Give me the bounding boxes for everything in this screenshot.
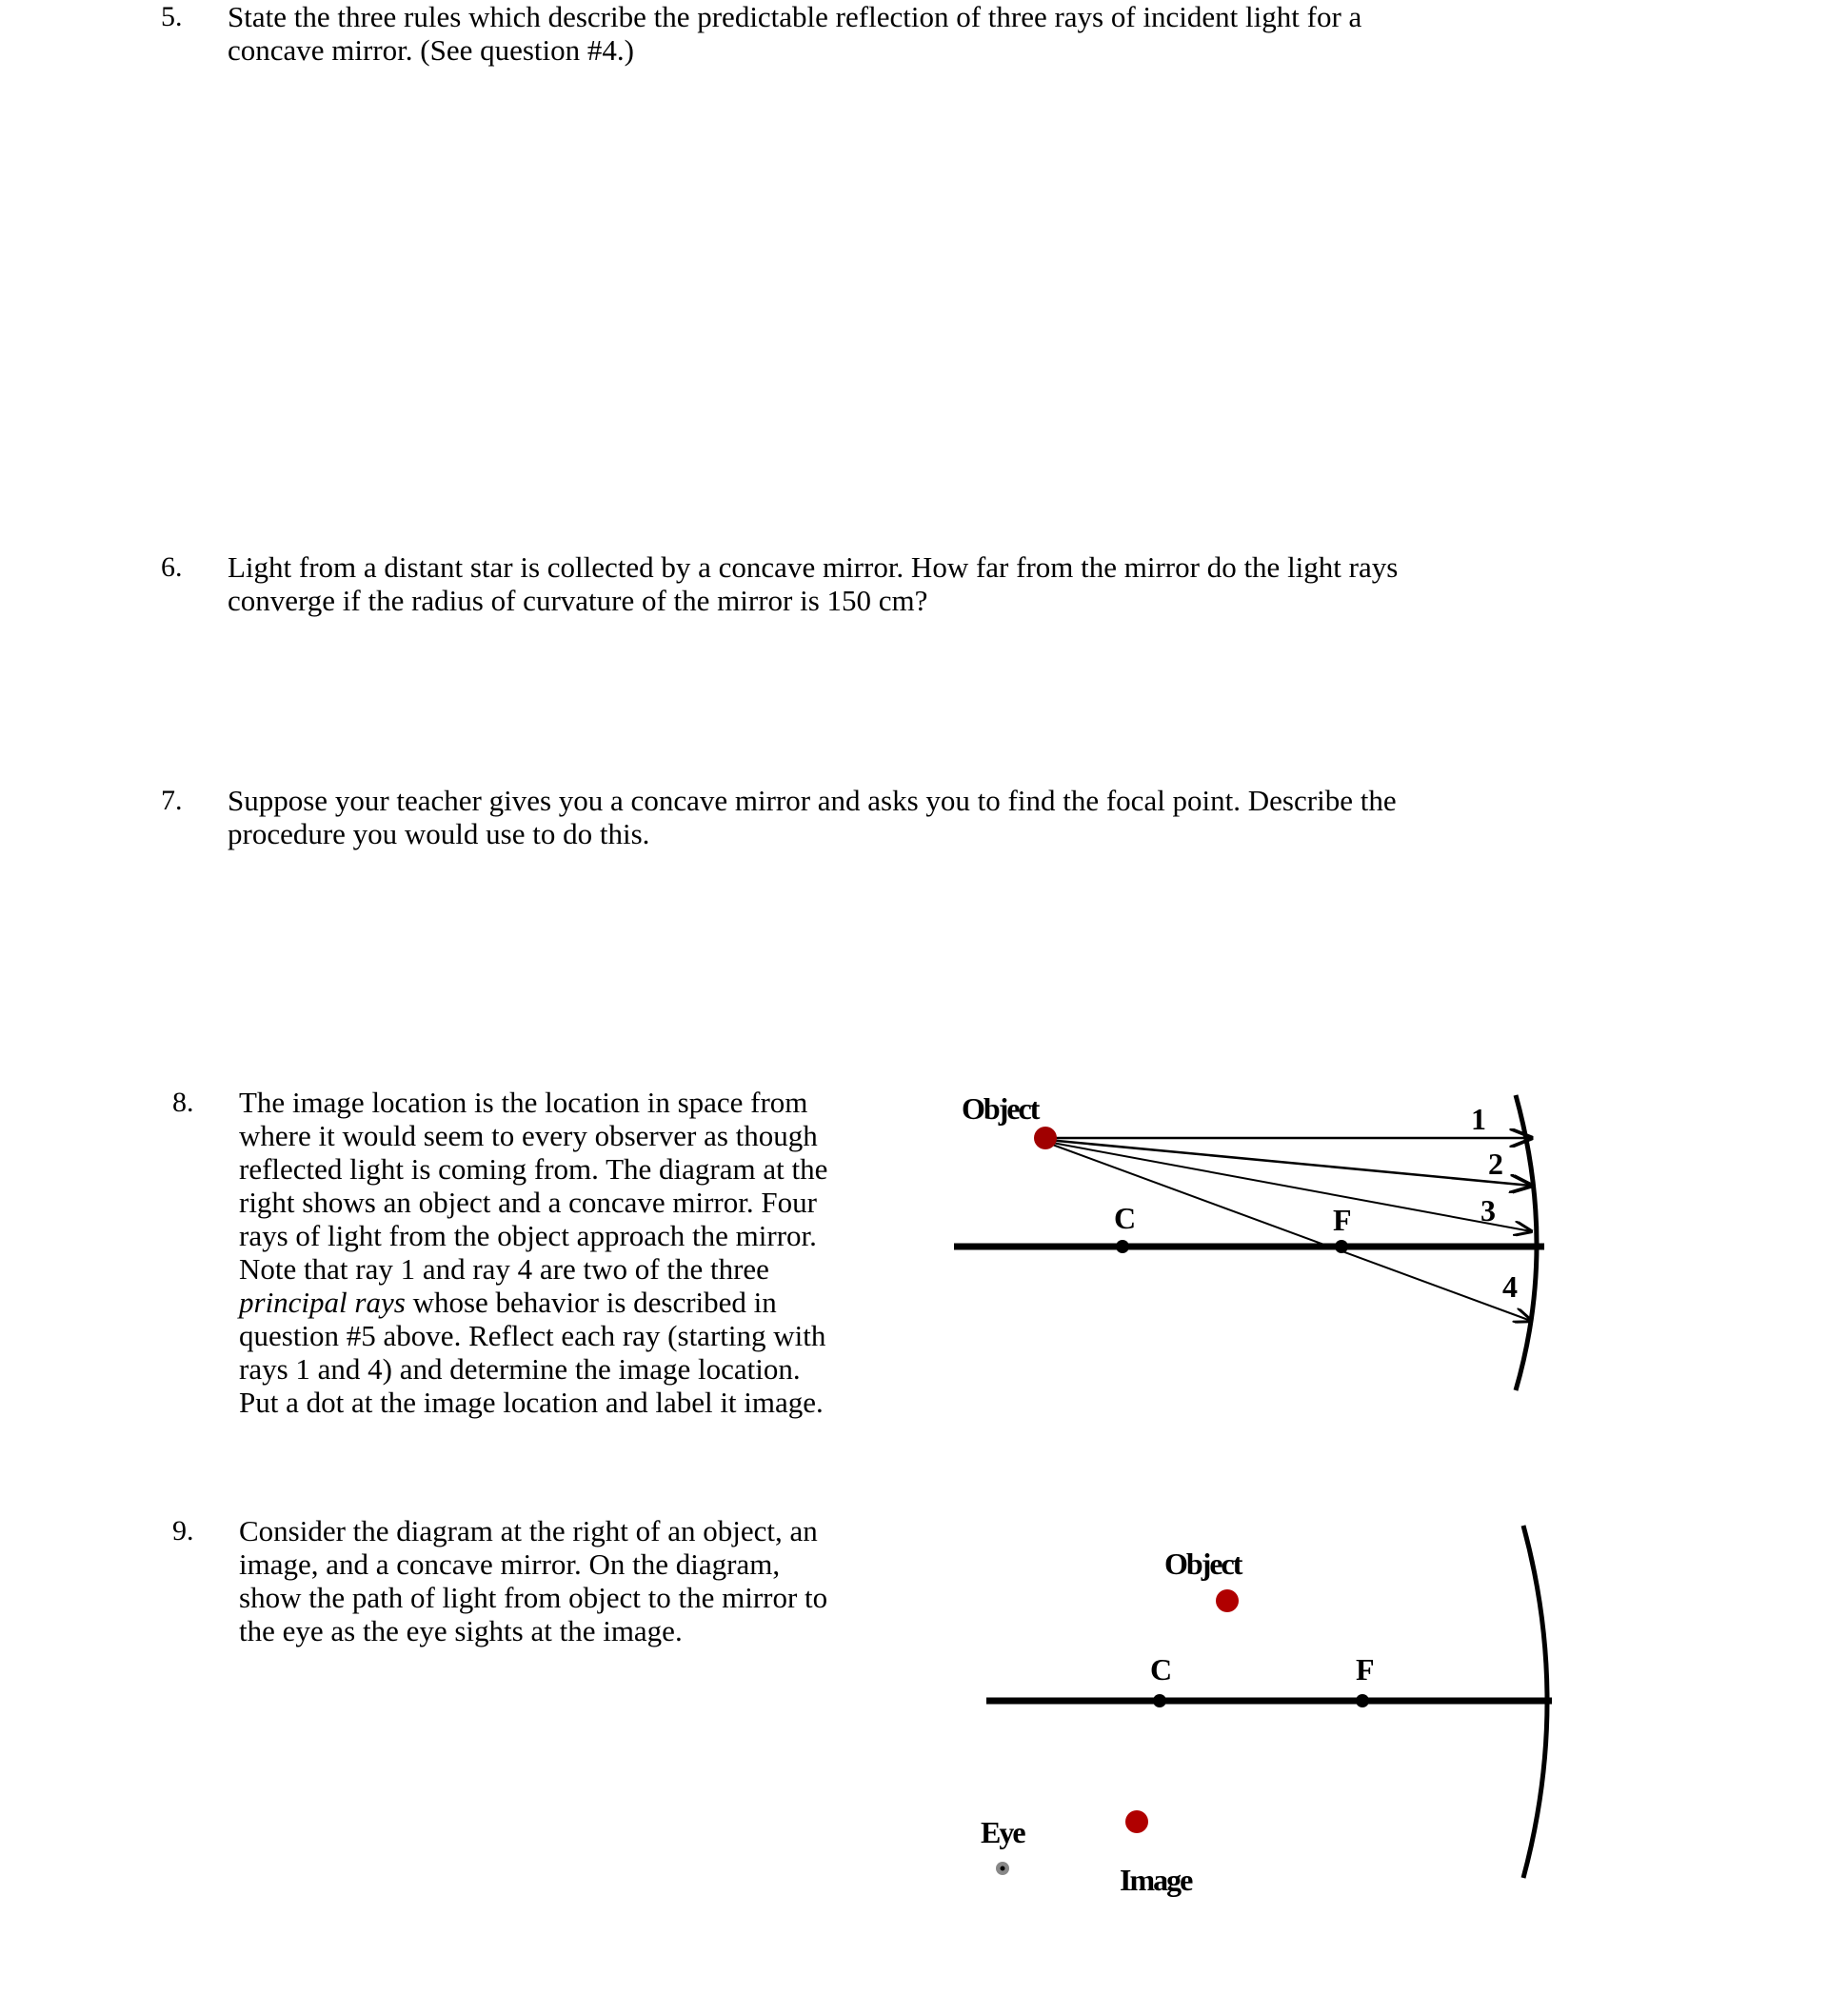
text-line: Consider the diagram at the right of an object, an (239, 1514, 818, 1547)
object-dot (1034, 1127, 1057, 1149)
text-line: question #5 above. Reflect each ray (starting with (239, 1319, 826, 1352)
text-fragment: whose behavior is described in (405, 1286, 777, 1319)
center-point (1153, 1694, 1166, 1707)
ray-3-label: 3 (1480, 1193, 1494, 1228)
text-line: right shows an object and a concave mirror. Four (239, 1186, 817, 1219)
text-line: image, and a concave mirror. On the diagram, (239, 1547, 781, 1581)
f-label: F (1333, 1203, 1350, 1237)
text-line: State the three rules which describe the predictable reflection of three rays of incident light for a (228, 0, 1362, 33)
text-line: rays of light from the object approach the mirror. (239, 1219, 817, 1252)
ray-2 (1047, 1140, 1531, 1186)
question-5-number: 5. (161, 1, 183, 32)
f-label: F (1356, 1652, 1373, 1687)
c-label: C (1150, 1652, 1171, 1687)
text-line: concave mirror. (See question #4.) (228, 33, 634, 67)
text-line: converge if the radius of curvature of the mirror is 150 cm? (228, 584, 928, 617)
focal-point (1356, 1694, 1369, 1707)
text-line: Light from a distant star is collected by a concave mirror. How far from the mirror do the light rays (228, 550, 1399, 584)
question-8-number: 8. (172, 1087, 194, 1118)
text-line: the eye as the eye sights at the image. (239, 1614, 683, 1647)
c-label: C (1114, 1201, 1135, 1235)
text-line: procedure you would use to do this. (228, 817, 650, 850)
text-line: rays 1 and 4) and determine the image location. (239, 1352, 801, 1386)
ray-2-label: 2 (1488, 1147, 1501, 1181)
text-line: reflected light is coming from. The diagram at the (239, 1152, 828, 1186)
mirror-diagram-q8 (954, 1091, 1544, 1390)
image-label: Image (1120, 1863, 1192, 1897)
question-9-number: 9. (172, 1515, 194, 1547)
text-line: The image location is the location in space from (239, 1086, 808, 1119)
italic-term: principal rays (239, 1286, 406, 1319)
object-dot (1216, 1589, 1239, 1612)
text-line: Note that ray 1 and ray 4 are two of the three (239, 1252, 769, 1286)
eye-label: Eye (981, 1815, 1024, 1849)
ray-4-label: 4 (1502, 1269, 1516, 1304)
image-dot (1125, 1810, 1148, 1833)
text-line: Put a dot at the image location and label it image. (239, 1386, 824, 1419)
mirror-diagram-q9 (981, 1526, 1552, 1897)
question-6-number: 6. (161, 551, 183, 583)
ray-1-label: 1 (1471, 1102, 1484, 1136)
text-line: show the path of light from object to the mirror to (239, 1581, 828, 1614)
text-line: Suppose your teacher gives you a concave mirror and asks you to find the focal point. Describe the (228, 784, 1397, 817)
eye-pupil (1001, 1866, 1005, 1871)
object-label: Object (1164, 1547, 1242, 1581)
question-7-number: 7. (161, 785, 183, 816)
object-label: Object (962, 1091, 1039, 1126)
text-line: where it would seem to every observer as though (239, 1119, 818, 1152)
concave-mirror (1516, 1095, 1537, 1390)
center-point (1116, 1240, 1129, 1253)
